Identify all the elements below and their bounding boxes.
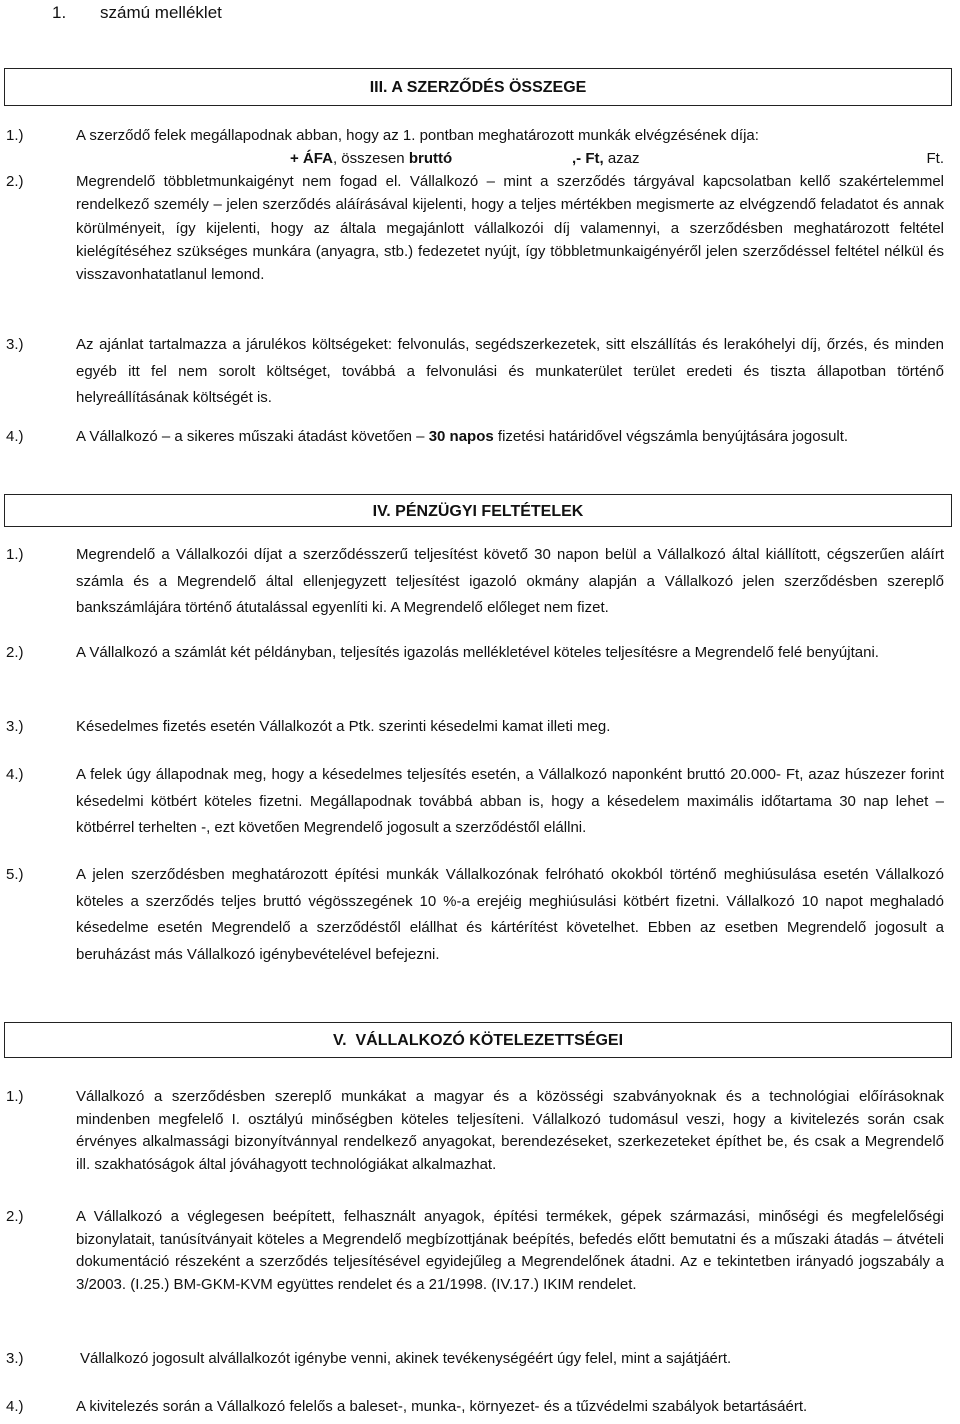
item-line: A szerződő felek megállapodnak abban, hogy az 1. pontban meghatározott munkák elvégzésének díja: bbox=[76, 127, 759, 144]
section-3-title: III. A SZERZŐDÉS ÖSSZEGE bbox=[369, 79, 587, 96]
item-text: A Vállalkozó a számlát két példányban, teljesítés igazolás mellékletével köteles teljesítésre a Megrendelő felé benyújtani. bbox=[76, 644, 879, 661]
item-text: Vállalkozó jogosult alvállalkozót igénybe venni, akinek tevékenységéért úgy felel, mint a sajátjáért. bbox=[80, 1350, 732, 1367]
price-ft-group bbox=[572, 147, 640, 170]
item-text: A kivitelezés során a Vállalkozó felelős a baleset-, munka-, környezet- és a tűzvédelmi szabályok betartásáért. bbox=[76, 1398, 808, 1415]
item-text-bold: 30 napos bbox=[428, 428, 494, 445]
ft-dash-label: ,- Ft, bbox=[572, 150, 604, 168]
item-number: 3.) bbox=[6, 1350, 24, 1367]
item-text: Késedelmes fizetés esetén Vállalkozót a Ptk. szerinti késedelmi kamat illeti meg. bbox=[76, 718, 611, 735]
annex-label: számú melléklet bbox=[100, 3, 222, 22]
item-text: Vállalkozó a szerződésben szereplő munkákat a magyar és a közösségi szabványoknak és a technológiai előírásoknak mindenben megfelelő I. osztályú minőségben köteles teljesíteni. Vállalkozó tudomásul veszi, hogy a kivitelezés során csak érvényes alkalmassági bizonyítvánnyal rendelkező anyagokat, berendezéseket, szerkezeteket építhet be, és csak a Megrendelő ill. szakhatóságok által jóváhagyott technológiákat alkalmazhat. bbox=[76, 1088, 944, 1173]
item-number: 4.) bbox=[6, 766, 24, 783]
afa-label: + ÁFA bbox=[290, 150, 333, 168]
azaz-label: azaz bbox=[607, 150, 640, 168]
brutto-label: bruttó bbox=[408, 150, 453, 168]
item-text-a: A Vállalkozó – a sikeres műszaki átadást követően – bbox=[76, 428, 425, 445]
item-number: 3.) bbox=[6, 336, 24, 353]
item-number: 2.) bbox=[6, 644, 24, 661]
ft-end-label: Ft. bbox=[926, 150, 944, 168]
item-number: 2.) bbox=[6, 1208, 24, 1225]
item-number: 2.) bbox=[6, 173, 24, 190]
item-text: A felek úgy állapodnak meg, hogy a késedelmes teljesítés esetén, a Vállalkozó naponként bruttó 20.000- Ft, azaz húszezer forint késedelmi kötbért köteles fizetni. Megállapodnak továbbá abban is, hogy a késedelem maximális időtartama 30 nap lehet – kötbérrel terhelten -, ezt követően Megrendelő jogosult a szerződéstől elállni. bbox=[76, 766, 944, 836]
item-number: 3.) bbox=[6, 718, 24, 735]
item-text bbox=[76, 424, 944, 451]
annex-number: 1. bbox=[52, 3, 67, 22]
item-number: 1.) bbox=[6, 546, 24, 563]
item-text: A Vállalkozó a véglegesen beépített, felhasznált anyagok, építési termékek, gépek származási, minőségi és megfelelőségi bizonylatait, tanúsítványait köteles a Megrendelő megbízottjának beépítés, befedés előtt bemutatni és a műszaki átadás – átvételi dokumentáció részeként a szerződés teljesítésével egyidejűleg a Megrendelőnek átadni. Az e tekintetben irányadó jogszabály a 3/2003. (I.25.) BM-GKM-KVM együttes rendelet és a 21/1998. (IV.17.) IKIM rendelet. bbox=[76, 1208, 944, 1293]
osszesen-label: , összesen bbox=[332, 150, 405, 168]
section-4-title: IV. PÉNZÜGYI FELTÉTELEK bbox=[372, 503, 584, 520]
item-text-b: fizetési határidővel végszámla benyújtására jogosult. bbox=[497, 428, 849, 445]
item-number: 4.) bbox=[6, 428, 24, 445]
price-afa-group bbox=[290, 147, 452, 170]
item-number: 4.) bbox=[6, 1398, 24, 1415]
annex-header bbox=[52, 3, 222, 23]
section-5-title-box bbox=[4, 1022, 952, 1058]
section-3-title-box bbox=[4, 68, 952, 106]
item-number: 1.) bbox=[6, 1088, 24, 1105]
item-text: Az ajánlat tartalmazza a járulékos költségeket: felvonulás, segédszerkezetek, sitt elszállítás és lerakóhelyi díj, őrzés, és minden egyéb itt fel nem sorolt költséget, továbbá a felvonulási és munkaterület terület eredeti és tiszta állapotban történő helyreállításának költségét is. bbox=[76, 336, 944, 406]
section-5-title: V. VÁLLALKOZÓ KÖTELEZETTSÉGEI bbox=[332, 1032, 624, 1049]
price-line bbox=[76, 147, 944, 170]
item-text bbox=[76, 124, 944, 170]
item-text: A jelen szerződésben meghatározott építési munkák Vállalkozónak felróható okokból történő meghiúsulása esetén Vállalkozó köteles a szerződés teljes bruttó végösszegének 10 %-a erejéig meghiúsulási kötbért fizetni. Vállalkozó 10 napot meghaladó késedelme esetén Megrendelő a szerződéstől elállhat és kártérítést követelhet. Ebben az esetben Megrendelő jogosult a beruházást más Vállalkozó igénybevételével befejezni. bbox=[76, 866, 944, 963]
item-text: Megrendelő többletmunkaigényt nem fogad el. Vállalkozó – mint a szerződés tárgyával kapcsolatban kellő szakértelemmel rendelkező személy – jelen szerződés aláírásával kijelenti, hogy a teljes mértékben megismerte az elvégzendő feladatot és annak körülményeit, így kijelenti, hogy az általa megajánlott vállalkozói díj valamennyi, a szerződésben meghatározott feltétel kielégítéséhez szükséges munkára (anyagra, stb.) fedezetet nyújt, így többletmunkaigényéről jelen szerződéssel feltétel nélkül és visszavonhatatlanul lemond. bbox=[76, 173, 944, 284]
item-text: Megrendelő a Vállalkozói díjat a szerződésszerű teljesítést követő 30 napon belül a Vállalkozó által kiállított, cégszerűen aláírt számla és a Megrendelő által ellenjegyzett teljesítést igazoló okmány alapján a Vállalkozó jelen szerződésben szereplő bankszámlájára történő átutalással egyenlíti ki. A Megrendelő előleget nem fizet. bbox=[76, 546, 944, 616]
item-number: 5.) bbox=[6, 866, 24, 883]
item-number: 1.) bbox=[6, 127, 24, 144]
section-4-title-box bbox=[4, 494, 952, 527]
